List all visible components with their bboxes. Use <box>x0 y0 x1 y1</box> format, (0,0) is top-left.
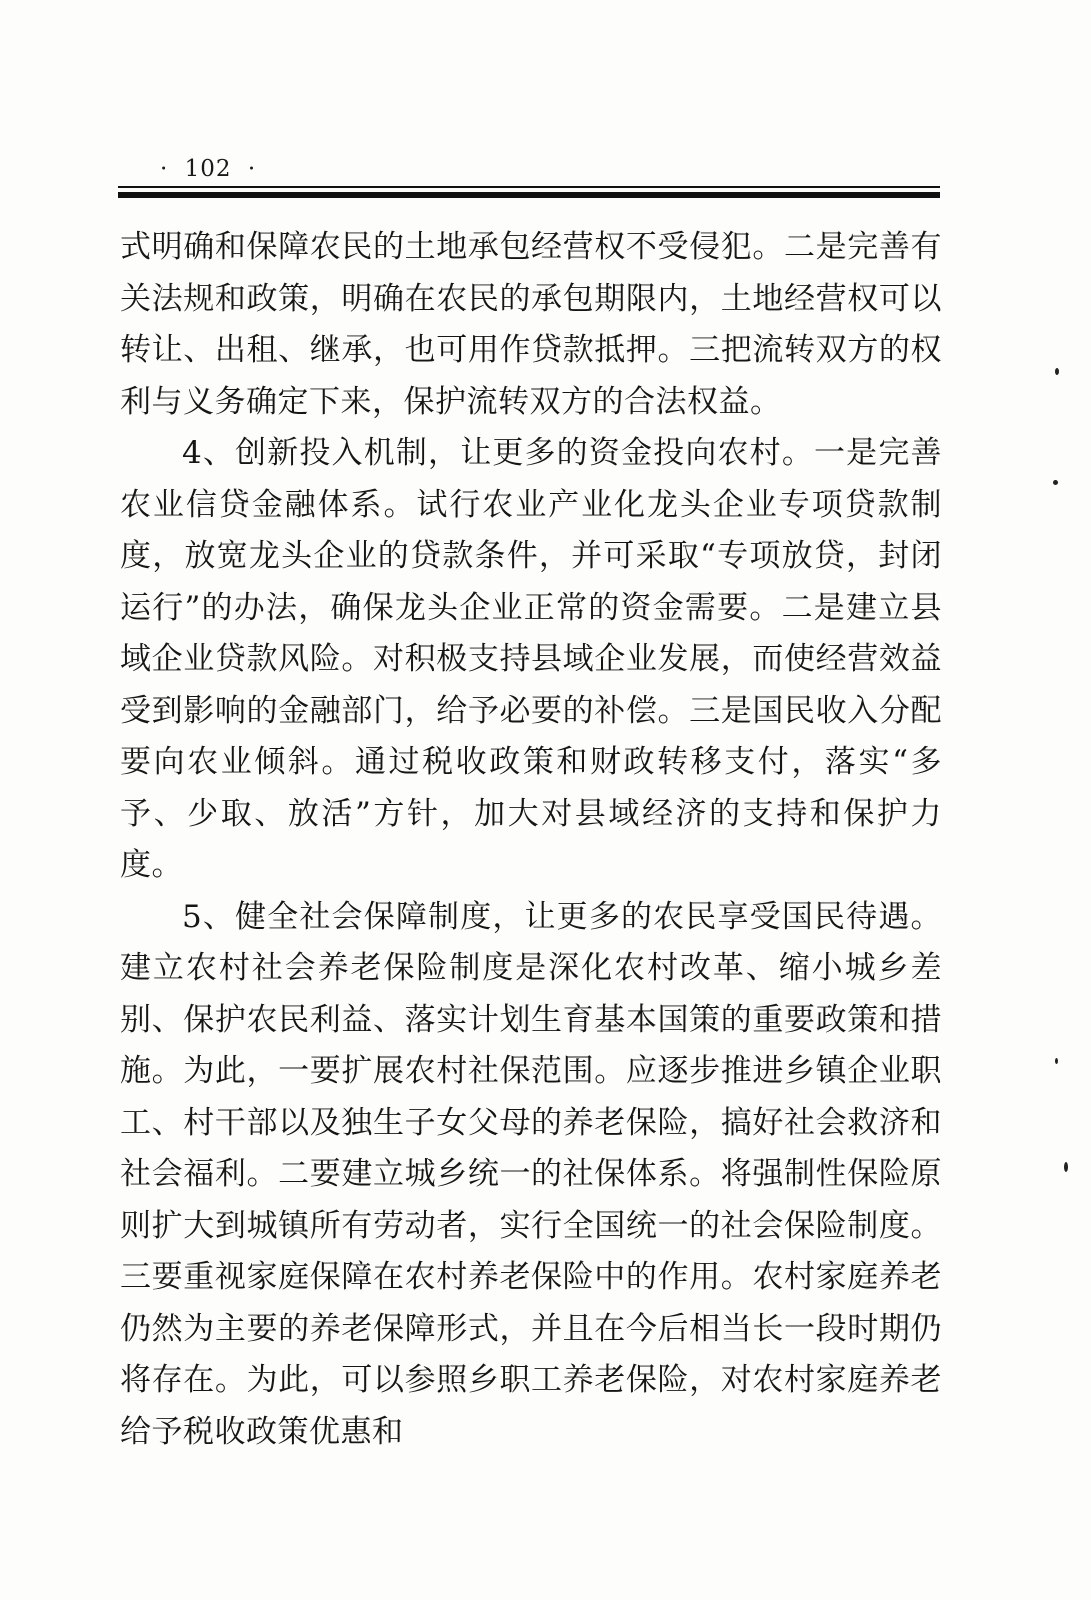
paragraph-continuation: 式明确和保障农民的土地承包经营权不受侵犯。二是完善有关法规和政策，明确在农民的承包期限内，土地经营权可以转让、出租、继承，也可用作贷款抵押。三把流转双方的权利与义务确定下来，保护流转双方的合法权益。 <box>120 229 942 420</box>
page-header <box>152 156 264 182</box>
header-rule-thin <box>118 186 940 188</box>
header-rule-thick <box>118 192 940 198</box>
page-number: 102 <box>184 156 232 182</box>
paragraph-investment-mechanism: 4、创新投入机制，让更多的资金投向农村。一是完善农业信贷金融体系。试行农业产业化龙头企业专项贷款制度，放宽龙头企业的贷款条件，并可采取“专项放贷，封闭运行”的办法，确保龙头企业正常的资金需要。二是建立县域企业贷款风险。对积极支持县域企业发展，而使经营效益受到影响的金融部门，给予必要的补偿。三是国民收入分配要向农业倾斜。通过税收政策和财政转移支付，落实“多予、少取、放活”方针，加大对县域经济的支持和保护力度。 <box>120 435 942 883</box>
scan-speck <box>1064 1162 1068 1172</box>
header-dot-left: · <box>160 156 169 182</box>
scan-speck <box>1053 480 1058 485</box>
scan-speck <box>1055 368 1059 375</box>
paragraph-social-security: 5、健全社会保障制度，让更多的农民享受国民待遇。建立农村社会养老保险制度是深化农村改革、缩小城乡差别、保护农民利益、落实计划生育基本国策的重要政策和措施。为此，一要扩展农村社保范围。应逐步推进乡镇企业职工、村干部以及独生子女父母的养老保险，搞好社会救济和社会福利。二要建立城乡统一的社保体系。将强制性保险原则扩大到城镇所有劳动者，实行全国统一的社会保险制度。三要重视家庭保障在农村养老保险中的作用。农村家庭养老仍然为主要的养老保障形式，并且在今后相当长一段时期仍将存在。为此，可以参照乡职工养老保险，对农村家庭养老给予税收政策优惠和 <box>120 898 942 1450</box>
body-text <box>120 222 942 1458</box>
scan-speck <box>1055 1058 1058 1064</box>
header-dot-right: · <box>247 156 257 182</box>
